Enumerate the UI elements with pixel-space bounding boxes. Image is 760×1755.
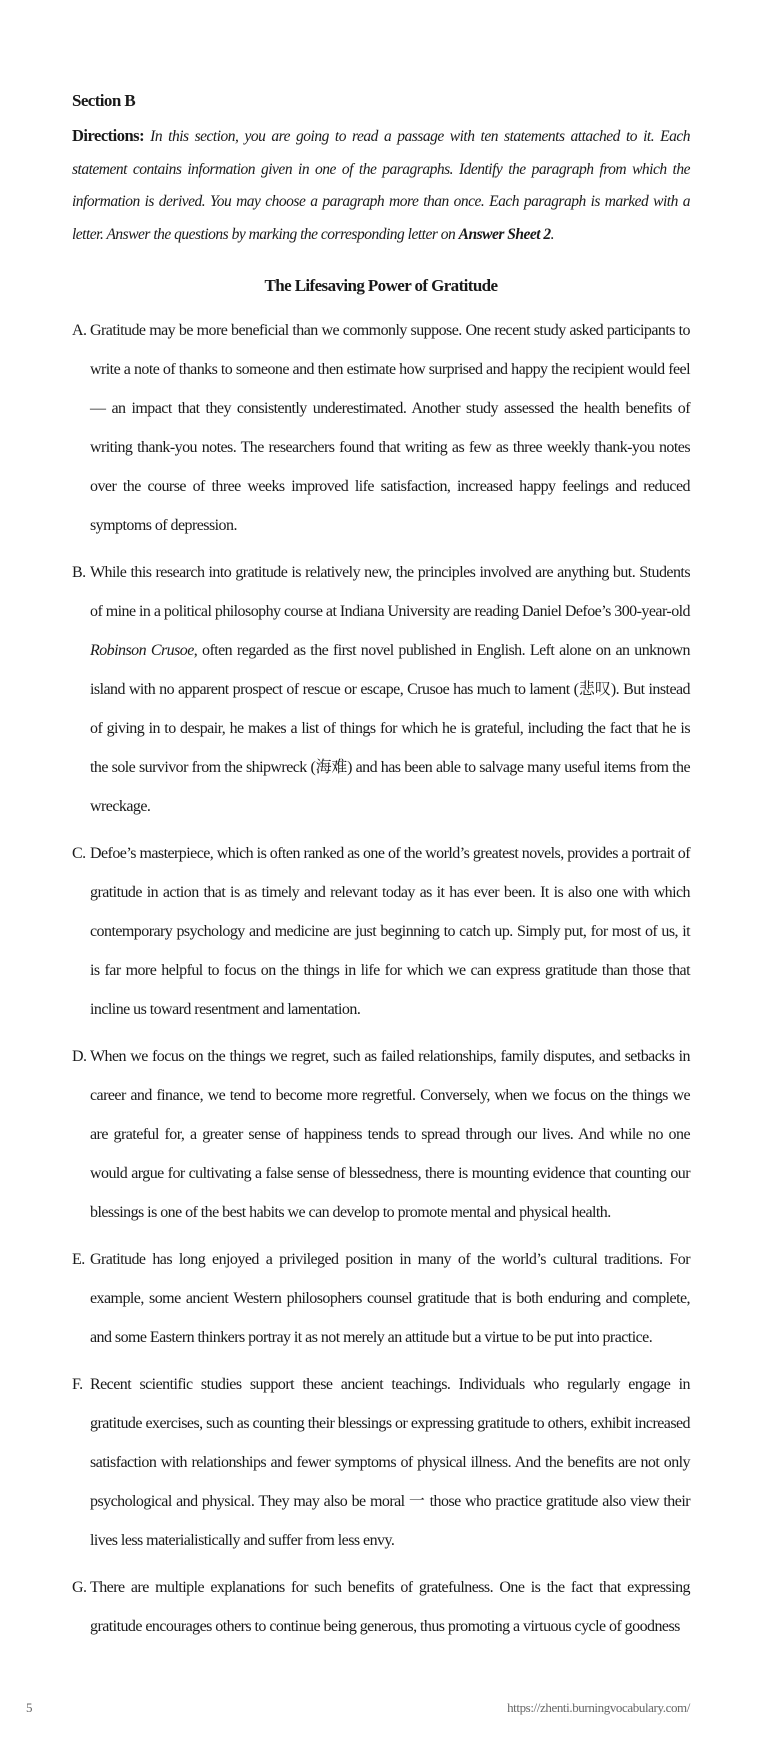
- paragraph-letter: E.: [72, 1251, 85, 1268]
- paragraph-e: [72, 1240, 690, 1357]
- paragraph-text: Defoe’s masterpiece, which is often ranked as one of the world’s greatest novels, provides a portrait of gratitude in action that is as timely and relevant today as it has ever been. It is also one with which contemporary psychology and medicine are just beginning to catch up. Simply put, for most of us, it is far more helpful to focus on the things in life for which we can express gratitude than those that incline us toward resentment and lamentation.: [90, 845, 690, 1018]
- paragraph-b: [72, 553, 690, 826]
- paragraph-letter: G.: [72, 1579, 87, 1596]
- page-number: 5: [26, 1700, 33, 1715]
- paragraph-text: Gratitude has long enjoyed a privileged position in many of the world’s cultural traditions. For example, some ancient Western philosophers counsel gratitude that is both enduring and complete, and some Eastern thinkers portray it as not merely an attitude but a virtue to be put into practice.: [90, 1251, 690, 1346]
- paragraph-a: [72, 311, 690, 545]
- paragraph-letter: B.: [72, 564, 86, 581]
- directions-block: [72, 120, 690, 251]
- paragraph-d: [72, 1037, 690, 1232]
- answer-sheet-label: Answer Sheet 2: [458, 225, 551, 243]
- paragraph-g: [72, 1568, 690, 1646]
- paragraph-letter: C.: [72, 845, 86, 862]
- paragraph-text: Gratitude may be more beneficial than we commonly suppose. One recent study asked participants to write a note of thanks to someone and then estimate how surprised and happy the recipient would feel — an impact that they consistently underestimated. Another study assessed the health benefits of writing thank-you notes. The researchers found that writing as few as three weekly thank-you notes over the course of three weeks improved life satisfaction, increased happy feelings and reduced symptoms of depression.: [90, 322, 690, 534]
- source-url: https://zhenti.burningvocabulary.com/: [507, 1700, 690, 1715]
- paragraph-text: Recent scientific studies support these ancient teachings. Individuals who regularly engage in gratitude exercises, such as counting their blessings or expressing gratitude to others, exhibit increased satisfaction with relationships and fewer symptoms of physical illness. And the benefits are not only psychological and physical. They may also be moral 一 those who practice gratitude also view their lives less materialistically and suffer from less envy.: [90, 1376, 690, 1549]
- paragraph-text: There are multiple explanations for such benefits of gratefulness. One is the fact that expressing gratitude encourages others to continue being generous, thus promoting a virtuous cycle of goodness: [90, 1579, 690, 1635]
- section-heading: Section B: [72, 91, 136, 110]
- passage-title: The Lifesaving Power of Gratitude: [264, 276, 498, 295]
- book-title: Robinson Crusoe: [90, 642, 194, 659]
- paragraph-text: While this research into gratitude is relatively new, the principles involved are anything but. Students of mine in a political philosophy course at Indiana University are reading Daniel Defoe’s 300-year-old: [90, 564, 690, 620]
- paragraph-text: , often regarded as the first novel published in English. Left alone on an unknown island with no apparent prospect of rescue or escape, Crusoe has much to lament (悲叹). But instead of giving in to despair, he makes a list of things for which he is grateful, including the fact that he is the sole survivor from the shipwreck (海难) and has been able to salvage many useful items from the wreckage.: [90, 642, 690, 815]
- paragraph-f: [72, 1365, 690, 1560]
- paragraph-letter: F.: [72, 1376, 83, 1393]
- directions-end: .: [550, 225, 555, 243]
- paragraph-text: When we focus on the things we regret, such as failed relationships, family disputes, and setbacks in career and finance, we tend to become more regretful. Conversely, when we focus on the things we are grateful for, a greater sense of happiness tends to spread through our lives. And while no one would argue for cultivating a false sense of blessedness, there is mounting evidence that counting our blessings is one of the best habits we can develop to promote mental and physical health.: [90, 1048, 690, 1221]
- document-page: [72, 90, 690, 1654]
- directions-text: In this section, you are going to read a passage with ten statements attached to it. Each statement contains information given in one of the paragraphs. Identify the paragraph from which the information is derived. You may choose a paragraph more than once. Each paragraph is marked with a letter. Answer the questions by marking the corresponding letter on: [72, 128, 690, 243]
- directions-label: Directions:: [72, 126, 145, 145]
- paragraph-letter: A.: [72, 322, 87, 339]
- paragraph-c: [72, 834, 690, 1029]
- paragraph-letter: D.: [72, 1048, 87, 1065]
